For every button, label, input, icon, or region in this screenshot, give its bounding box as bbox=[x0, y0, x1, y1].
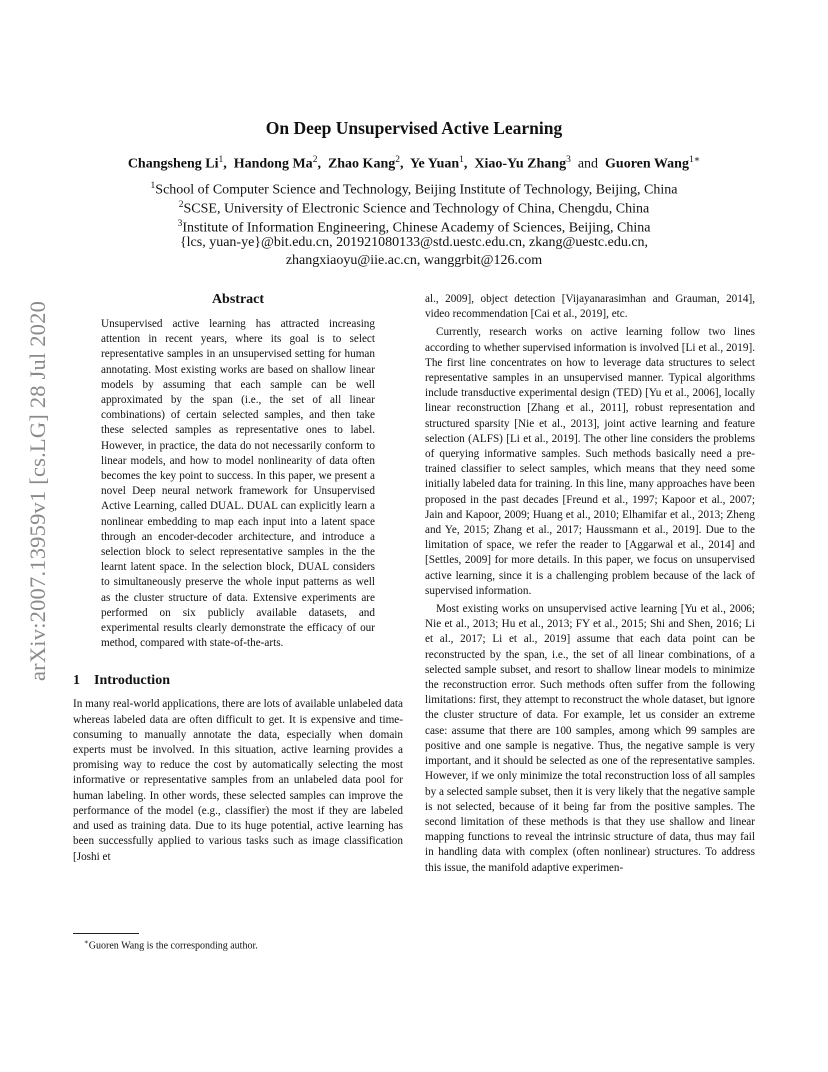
right-column bbox=[425, 292, 755, 876]
left-column bbox=[73, 292, 403, 865]
footnote-text: Guoren Wang is the corresponding author. bbox=[88, 940, 258, 952]
body-paragraph-continued: al., 2009], object detection [Vijayanarasimhan and Grauman, 2014], video recommendation [Cai et al., 2019], etc. bbox=[425, 293, 755, 321]
author-and: and bbox=[577, 156, 599, 172]
abstract-body: Unsupervised active learning has attracted increasing attention in recent years, where its goal is to select representative samples in an unsupervised setting for human annotating. Most existing works are based on shallow linear models by assuming that each sample can be well approximated by the span (i.e., the set of all linear combinations) of certain selected samples, and then take these selected samples as representative ones to label. However, in practice, the data do not necessarily conform to linear models, and how to model nonlinearity of data often becomes the key point to success. In this paper, we present a novel Deep neural network framework for Unsupervised Active Learning, called DUAL. DUAL can explicitly learn a nonlinear embedding to map each input into a latent space through an encoder-decoder architecture, and introduce a selection block to select representative samples in the the learnt latent space. In the selection block, DUAL considers to simultaneously preserve the whole input patterns as well as the cluster structure of data. Extensive experiments are performed on six publicly available datasets, and experimental results clearly demonstrate the efficacy of our method, compared with state-of-the-arts. bbox=[101, 318, 375, 650]
affiliation-3: $^3$Institute of Information Engineering, Chinese Academy of Sciences, Beijing, China bbox=[177, 219, 651, 236]
abstract-heading: Abstract bbox=[211, 292, 265, 307]
email-line-2: zhangxiaoyu@iie.ac.cn, wanggrbit@126.com bbox=[285, 253, 543, 268]
author-separator: , bbox=[400, 156, 404, 172]
footnote-rule bbox=[73, 933, 139, 934]
intro-paragraph-1: In many real-world applications, there are lots of available unlabeled data whereas labeled data are often difficult to get. It is expensive and time-consuming to manually annotate the data, especially when domain experts must be involved. In this situation, active learning provides a promising way to reduce the cost by automatically selecting the most informative or representative samples from an unlabeled data pool for human labeling. In other words, these selected samples can improve the performance of the model (e.g., classifier) the most if they are labeled and used as training data. Due to its huge potential, active learning has been successfully applied to various tasks such as image classification [Joshi et bbox=[73, 698, 403, 863]
author-affil-mark: 3 bbox=[566, 155, 571, 165]
affiliation-2: $^2$SCSE, University of Electronic Science and Technology of China, Chengdu, China bbox=[178, 200, 650, 217]
author-affil-mark: 2 bbox=[395, 155, 400, 165]
author-affil-mark: 1∗ bbox=[688, 155, 701, 165]
author-separator: , bbox=[463, 156, 468, 172]
body-paragraph-3: Most existing works on unsupervised active learning [Yu et al., 2006; Nie et al., 2013; Hu et al., 2013; FY et al., 2015; Shi and Shen, 2016; Li et al., 2017; Li et al., 2019] assume that each data point can be reconstructed by the span, i.e., the set of all linear combinations, of a selected sample subset, and resort to shallow linear models to minimize the reconstruction error. Such methods often suffer from the following limitations: first, they attempt to reconstruct the whole dataset, but ignore the cluster structure of data. For example, let us consider an extreme case: assume that there are 100 samples, among which 99 samples are positive and one sample is negative. Thus, the negative sample is very important, and it should be selected as one of the representative samples. However, if we only minimize the total reconstruction loss of all samples by a selected sample subset, then it is very likely that the negative sample is not selected, because of it being far from the positive samples. The second limitation of these methods is that they use shallow and linear mapping functions to reveal the intrinsic structure of data, thus may fail in handling data with complex (often nonlinear) structures. To address this issue, the manifold adaptive experimen- bbox=[425, 603, 755, 874]
arxiv-identifier-text: arXiv:2007.13959v1 [cs.LG] 28 Jul 2020 bbox=[25, 300, 50, 682]
author-name: Xiao-Yu Zhang bbox=[474, 156, 567, 172]
author-name: Changsheng Li bbox=[127, 156, 219, 172]
arxiv-identifier bbox=[18, 296, 58, 686]
author-separator: , bbox=[317, 156, 321, 172]
email-line-1: {lcs, yuan-ye}@bit.edu.cn, 201921080133@std.uestc.edu.cn, zkang@uestc.edu.cn, bbox=[179, 235, 649, 250]
paper-title: On Deep Unsupervised Active Learning bbox=[265, 118, 563, 138]
section-number: 1 bbox=[73, 673, 80, 689]
author-affil-mark: 1 bbox=[218, 155, 224, 165]
section-title: Introduction bbox=[94, 673, 170, 689]
author-affil-mark: 2 bbox=[312, 155, 318, 165]
section-heading bbox=[73, 673, 403, 689]
author-name: Zhao Kang bbox=[327, 156, 396, 172]
body-paragraph-2: Currently, research works on active learning follow two lines according to whether supervised information is involved [Li et al., 2019]. The first line concentrates on how to leverage data structures to select representative samples in an unsupervised manner. Typical algorithms include transductive experimental design (TED) [Yu et al., 2006], locally linear reconstruction [Zhang et al., 2011], robust representation and structured sparsity [Nie et al., 2013], joint active learning and feature selection (ALFS) [Li et al., 2019]. The other line considers the problems of querying informative samples. Such methods basically need a pre-trained classifier to select samples, which means that they need some initially labeled data for training. In this line, many approaches have been proposed in the past decades [Freund et al., 1997; Kapoor et al., 2007; Jain and Kapoor, 2009; Huang et al., 2010; Elhamifar et al., 2013; Zheng and Ye, 2015; Zhang et al., 2017; Haussmann et al., 2019]. Due to the limitation of space, we refer the reader to [Aggarwal et al., 2014] and [Settles, 2009] for more details. In this paper, we focus on unsupervised active learning, since it is a challenging problem because of the lack of supervised information. bbox=[425, 326, 755, 597]
affiliation-1: $^1$School of Computer Science and Technology, Beijing Institute of Technology, Beijing, China bbox=[150, 181, 678, 198]
author-name: Ye Yuan bbox=[409, 156, 460, 172]
author-name: Handong Ma bbox=[233, 156, 313, 172]
author-separator: , bbox=[223, 156, 227, 172]
author-affil-mark: 1 bbox=[459, 155, 464, 165]
footnote-mark: ∗ bbox=[84, 938, 89, 946]
footnote bbox=[84, 938, 258, 951]
author-name: Guoren Wang bbox=[605, 156, 689, 172]
author-list bbox=[0, 154, 828, 173]
